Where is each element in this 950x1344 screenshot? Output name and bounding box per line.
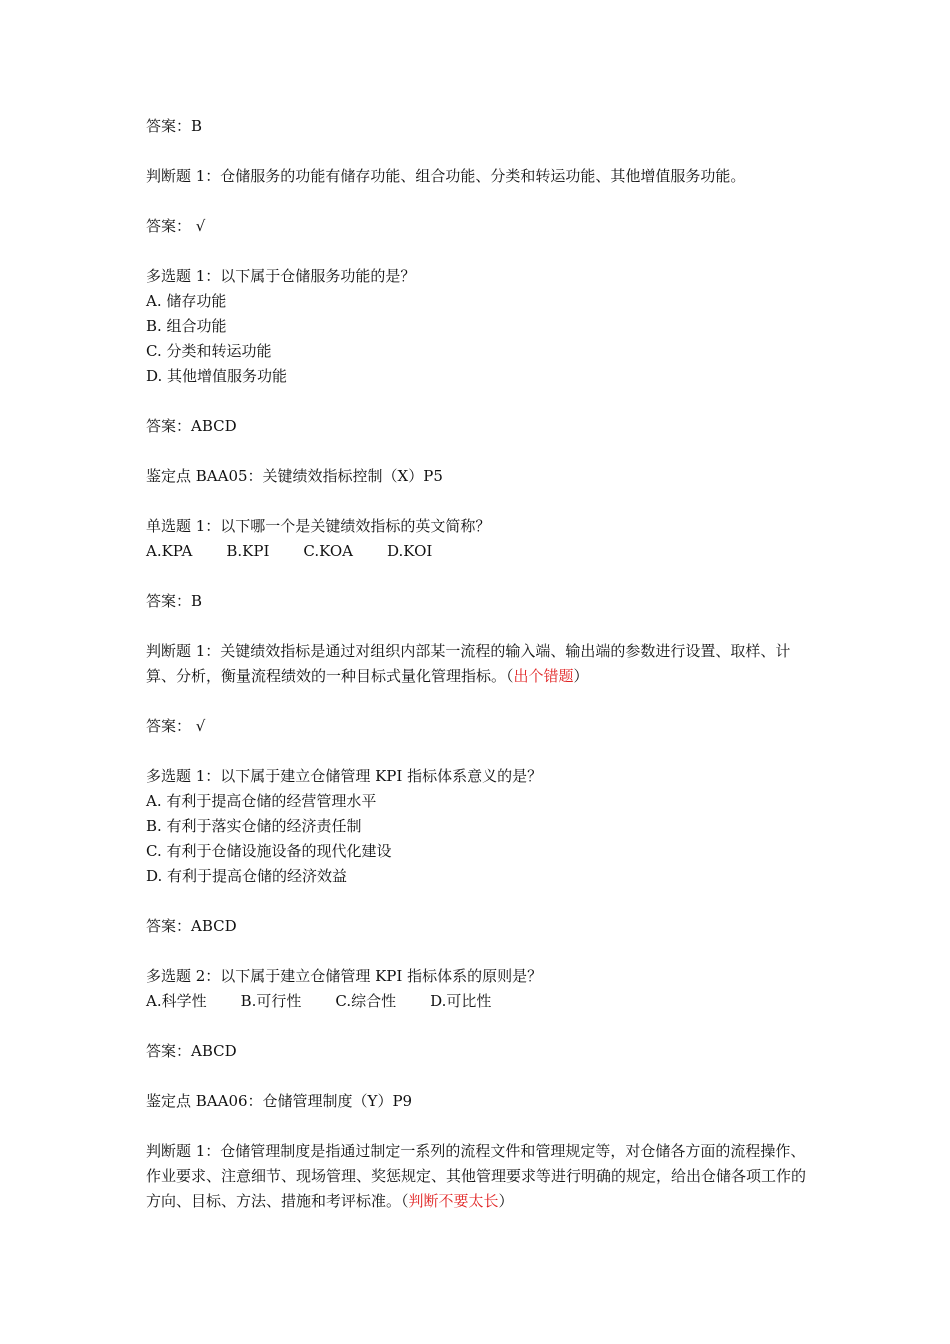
answer-line: 答案：ABCD [146,1042,237,1060]
multiple-choice-question: 多选题 2：以下属于建立仓储管理 KPI 指标体系的原则是？ [146,967,543,985]
answer-line: 答案：ABCD [146,417,237,435]
option-d: D.可比性 [430,992,492,1010]
option-line: C. 分类和转运功能 [146,342,272,360]
option-line: B. 组合功能 [146,317,227,335]
question-text: 判断题 1：仓储管理制度是指通过制定一系列的流程文件和管理规定等，对仓储各方面的流程操作、作业要求、注意细节、现场管理、奖惩规定、其他管理要求等进行明确的规定，给出仓储各项工作的方向、目标、方法、措施和考评标准。（ [146,1142,807,1210]
question-text: 判断题 1：关键绩效指标是通过对组织内部某一流程的输入端、输出端的参数进行设置、取样、计算、分析，衡量流程绩效的一种目标式量化管理指标。（ [146,642,791,685]
section-heading: 鉴定点 BAA06：仓储管理制度（Y）P9 [146,1092,413,1110]
multiple-choice-question: 多选题 1：以下属于仓储服务功能的是？ [146,267,416,285]
note-close: ） [498,1192,514,1210]
judgement-question [146,639,816,689]
option-line: B. 有利于落实仓储的经济责任制 [146,817,362,835]
option-line: C. 有利于仓储设施设备的现代化建设 [146,842,392,860]
option-b: B.可行性 [240,992,302,1010]
multiple-choice-question: 多选题 1：以下属于建立仓储管理 KPI 指标体系意义的是？ [146,767,543,785]
answer-line: 答案：B [146,592,203,610]
option-c: C.KOA [303,542,354,560]
reviewer-note: 判断不要太长 [408,1192,499,1210]
option-line: A. 有利于提高仓储的经营管理水平 [146,792,377,810]
option-line: D. 其他增值服务功能 [146,367,288,385]
inline-options [146,989,816,1014]
judgement-question [146,1139,816,1214]
note-close: ） [573,667,589,685]
option-line: A. 储存功能 [146,292,227,310]
reviewer-note: 出个错题 [513,667,574,685]
judgement-question: 判断题 1：仓储服务的功能有储存功能、组合功能、分类和转运功能、其他增值服务功能。 [146,167,746,185]
option-line: D. 有利于提高仓储的经济效益 [146,867,348,885]
single-choice-question: 单选题 1：以下哪一个是关键绩效指标的英文简称？ [146,517,491,535]
answer-line: 答案：B [146,117,203,135]
option-b: B.KPI [226,542,270,560]
option-a: A.科学性 [146,992,207,1010]
answer-line: 答案：ABCD [146,917,237,935]
inline-options [146,539,816,564]
answer-line: 答案： √ [146,717,206,735]
section-heading: 鉴定点 BAA05：关键绩效指标控制（X）P5 [146,467,443,485]
option-d: D.KOI [387,542,433,560]
document-page [146,114,816,1214]
answer-line: 答案： √ [146,217,206,235]
option-a: A.KPA [146,542,193,560]
option-c: C.综合性 [335,992,397,1010]
